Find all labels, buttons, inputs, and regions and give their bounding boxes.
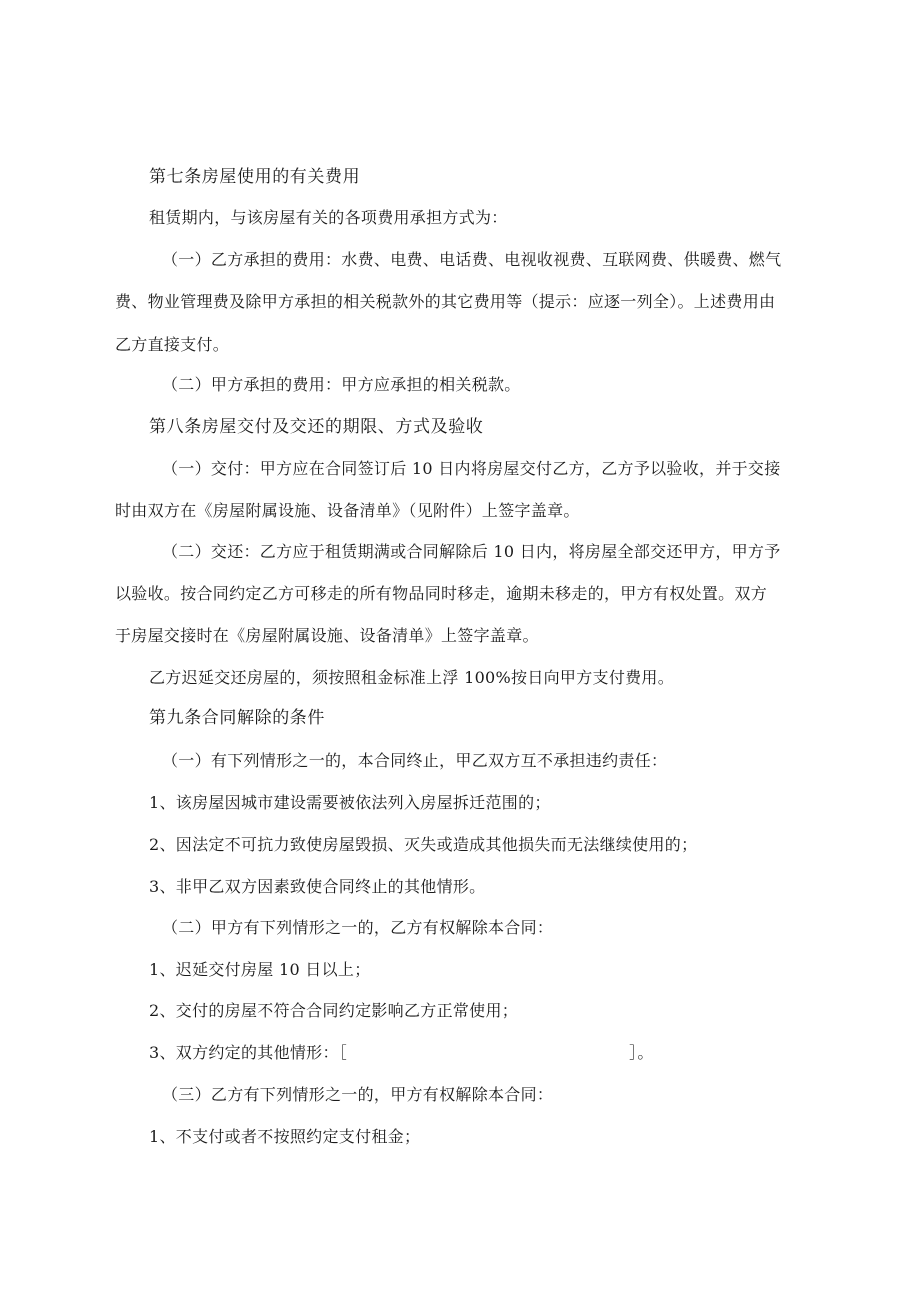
article-9-clause-2-item-1: 1、迟延交付房屋 10 日以上； [149,960,371,979]
article-7-clause-2: （二）甲方承担的费用：甲方应承担的相关税款。 [162,375,521,394]
article-9-title: 第九条合同解除的条件 [149,708,325,728]
article-9-clause-1: （一）有下列情形之一的，本合同终止，甲乙双方互不承担违约责任： [162,751,668,770]
article-9-clause-1-item-1: 1、该房屋因城市建设需要被依法列入房屋拆迁范围的； [149,793,551,812]
article-9-clause-1-item-2: 2、因法定不可抗力致使房屋毁损、灭失或造成其他损失而无法继续使用的； [149,835,698,854]
article-8-clause-2-line-1: （二）交还：乙方应于租赁期满或合同解除后 10 日内，将房屋全部交还甲方，甲方予 [162,542,781,561]
article-8-clause-1-line-1: （一）交付：甲方应在合同签订后 10 日内将房屋交付乙方，乙方予以验收，并于交接 [162,459,781,478]
article-7-clause-1-line-2: 费、物业管理费及除甲方承担的相关税款外的其它费用等（提示：应逐一列全）。上述费用由 [115,292,776,311]
article-8-clause-2-line-2: 以验收。按合同约定乙方可移走的所有物品同时移走，逾期未移走的，甲方有权处置。双方 [115,584,768,603]
article-9-clause-1-item-3: 3、非甲乙双方因素致使合同终止的其他情形。 [149,877,486,896]
article-8-clause-2-line-3: 于房屋交接时在《房屋附属设施、设备清单》上签字盖章。 [115,626,539,645]
item-3-prefix: 3、双方约定的其他情形：［ [149,1043,348,1062]
article-8-title: 第八条房屋交付及交还的期限、方式及验收 [149,417,484,437]
article-9-clause-3: （三）乙方有下列情形之一的，甲方有权解除本合同： [162,1085,554,1104]
article-7-clause-1-line-3: 乙方直接支付。 [115,335,230,354]
article-9-clause-2-item-2: 2、交付的房屋不符合合同约定影响乙方正常使用； [149,1001,519,1020]
article-7-intro: 租赁期内，与该房屋有关的各项费用承担方式为： [149,208,508,227]
item-3-suffix: ］。 [629,1043,654,1062]
article-9-clause-3-item-1: 1、不支付或者不按照约定支付租金； [149,1127,421,1146]
article-9-clause-2: （二）甲方有下列情形之一的，乙方有权解除本合同： [162,918,554,937]
article-8-late-return: 乙方迟延交还房屋的，须按照租金标准上浮 100%按日向甲方支付费用。 [149,668,675,687]
article-9-clause-2-item-3 [149,1043,654,1063]
article-7-title: 第七条房屋使用的有关费用 [149,167,361,187]
article-7-clause-1-line-1: （一）乙方承担的费用：水费、电费、电话费、电视收视费、互联网费、供暖费、燃气 [162,250,782,269]
article-8-clause-1-line-2: 时由双方在《房屋附属设施、设备清单》（见附件）上签字盖章。 [115,501,580,520]
